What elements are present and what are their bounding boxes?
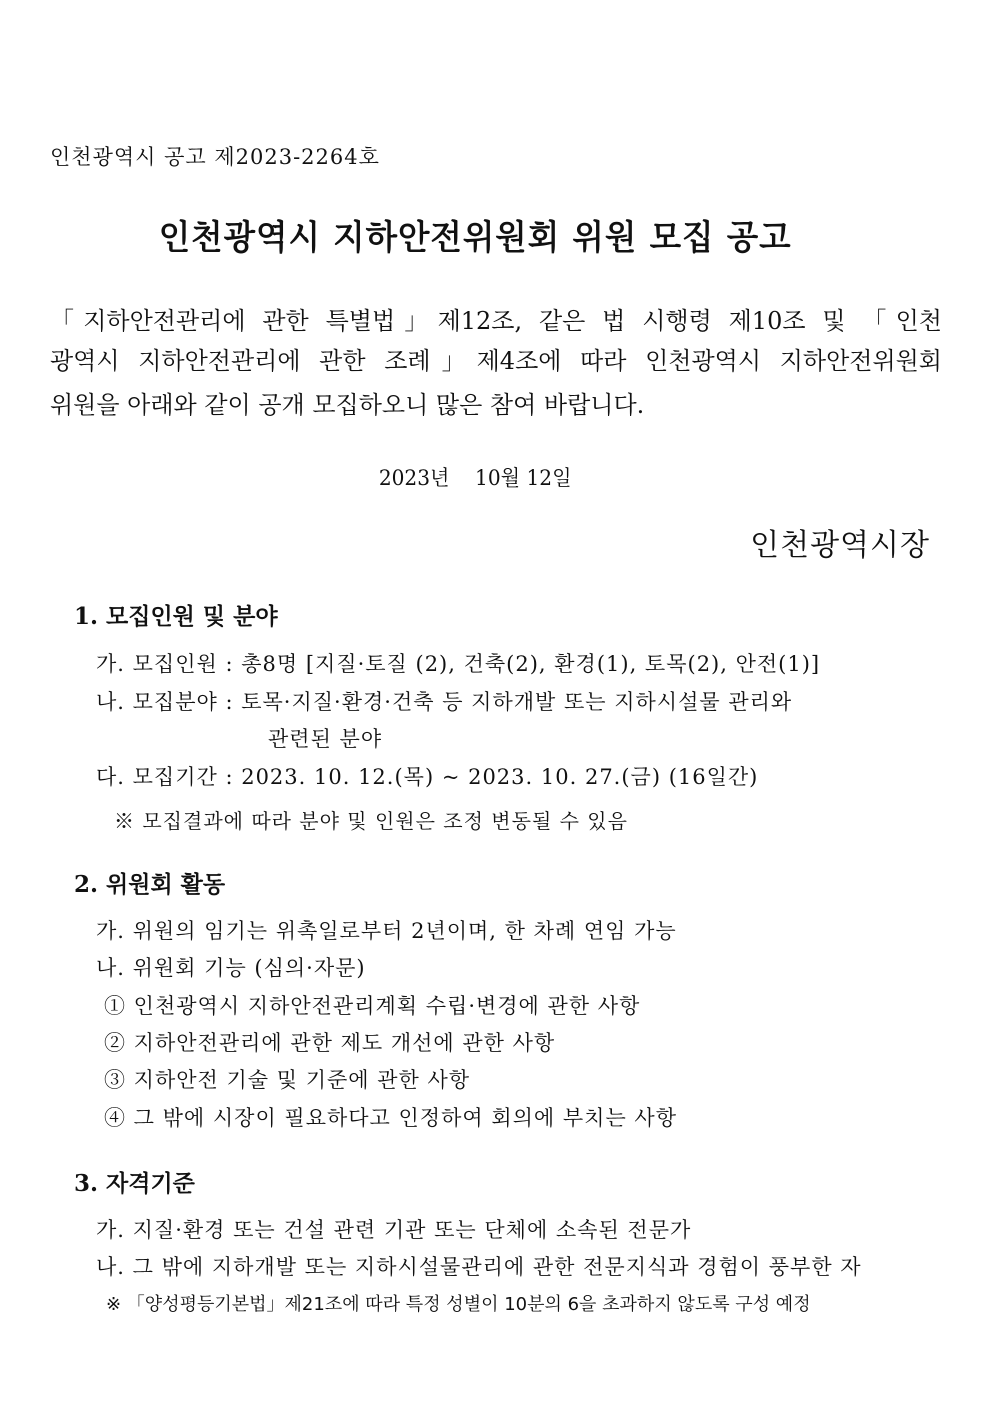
function-item-4: ④ 그 밖에 시장이 필요하다고 인정하여 회의에 부치는 사항	[104, 1106, 677, 1130]
section-1-note: ※ 모집결과에 따라 분야 및 인원은 조정 변동될 수 있음	[114, 809, 628, 833]
section-3-heading: 3. 자격기준	[74, 1170, 195, 1197]
section-1-item-a: 가. 모집인원 : 총8명 [지질·토질 (2), 건축(2), 환경(1), 토목(2), 안전(1)]	[96, 652, 821, 676]
function-item-3: ③ 지하안전 기술 및 기준에 관한 사항	[104, 1068, 471, 1092]
section-1-item-b: 나. 모집분야 : 토목·지질·환경·건축 등 지하개발 또는 지하시설물 관리와	[96, 690, 793, 714]
function-item-1: ① 인천광역시 지하안전관리계획 수립·변경에 관한 사항	[104, 994, 641, 1018]
section-3-item-b: 나. 그 밖에 지하개발 또는 지하시설물관리에 관한 전문지식과 경험이 풍부한 자	[96, 1255, 862, 1279]
section-1-item-b-cont: 관련된 분야	[268, 727, 383, 751]
page-title: 인천광역시 지하안전위원회 위원 모집 공고	[158, 218, 792, 258]
section-3-item-a: 가. 지질·환경 또는 건설 관련 기관 또는 단체에 소속된 전문가	[96, 1218, 692, 1242]
section-2-heading: 2. 위원회 활동	[74, 871, 226, 898]
section-2-item-b: 나. 위원회 기능 (심의·자문)	[96, 956, 366, 980]
notice-number: 인천광역시 공고 제2023-2264호	[50, 145, 380, 169]
section-2-item-a: 가. 위원의 임기는 위촉일로부터 2년이며, 한 차례 연임 가능	[96, 919, 677, 943]
section-3-note: ※ 「양성평등기본법」제21조에 따라 특정 성별이 10분의 6을 초과하지 않도록 구성 예정	[106, 1294, 811, 1315]
intro-line-2: 광역시 지하안전관리에 관한 조례」제4조에 따라 인천광역시 지하안전위원회	[50, 347, 942, 375]
intro-line-1: 「지하안전관리에 관한 특별법」제12조, 같은 법 시행령 제10조 및 「인천	[50, 307, 942, 335]
intro-line-3: 위원을 아래와 같이 공개 모집하오니 많은 참여 바랍니다.	[50, 391, 645, 419]
issuer: 인천광역시장	[750, 528, 930, 563]
function-item-2: ② 지하안전관리에 관한 제도 개선에 관한 사항	[104, 1031, 556, 1055]
section-1-item-c: 다. 모집기간 : 2023. 10. 12.(목) ~ 2023. 10. 27.(금) (16일간)	[96, 765, 759, 789]
section-1-heading: 1. 모집인원 및 분야	[74, 603, 278, 630]
notice-date: 2023년 10월 12일	[378, 466, 572, 490]
